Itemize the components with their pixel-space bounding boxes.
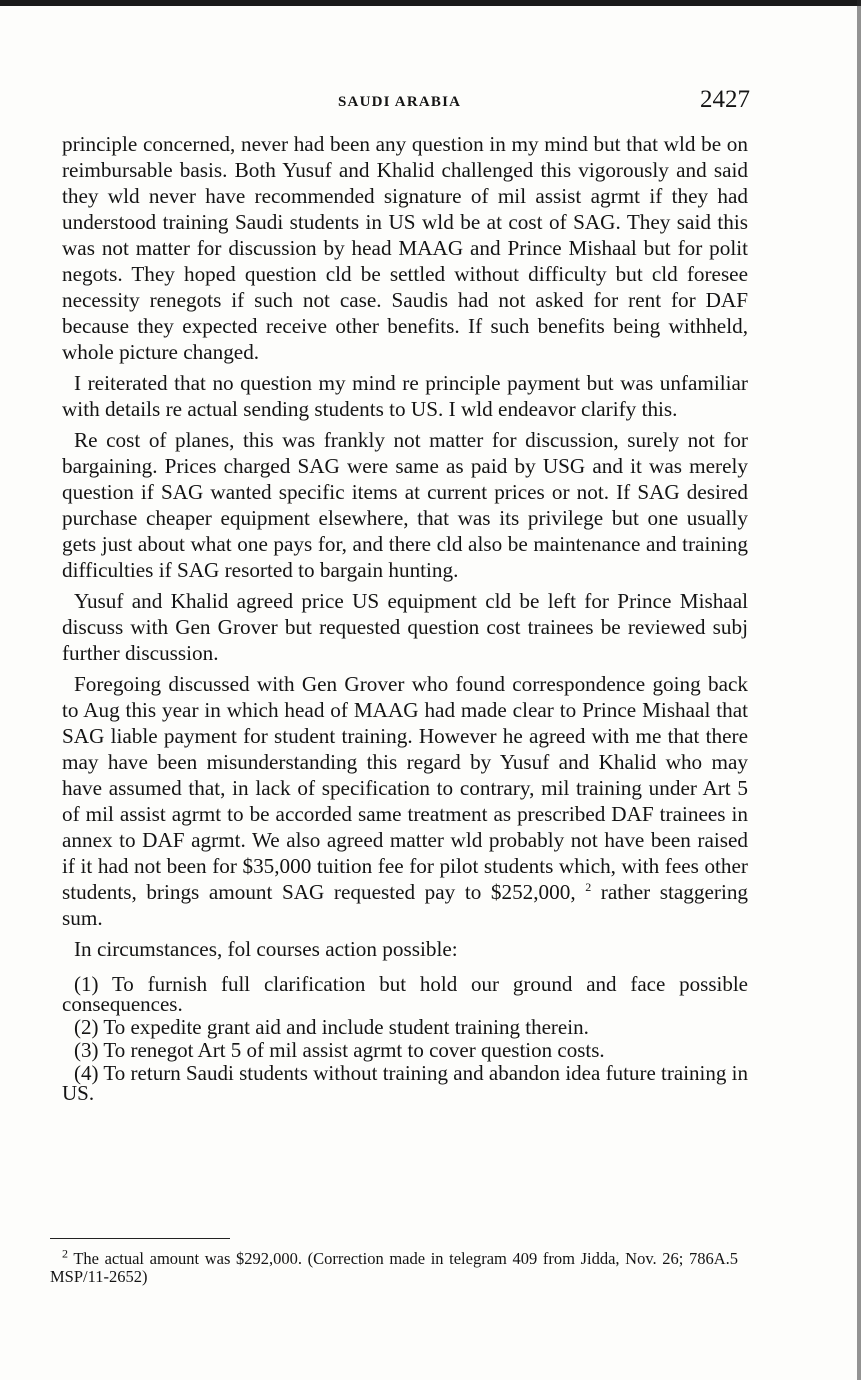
paragraph-text: Foregoing discussed with Gen Grover who found correspondence going back to Aug this year in which head of MAAG had made clear to Prince Mishaal that SAG liable payment for student training. However he agreed with me that there may have been misunderstanding this regard by Yusuf and Khalid who may have assumed that, in lack of specification to contrary, mil training under Art 5 of mil assist agrmt to be accorded same treatment as prescribed DAF trainees in annex to DAF agrmt. We also agreed matter wld probably not have been raised if it had not been for $35,000 tuition fee for pilot students which, with fees other students, brings amount SAG requested pay to $252,000, bbox=[62, 672, 748, 904]
paragraph bbox=[62, 671, 748, 931]
footnote-text: The actual amount was $292,000. (Correction made in telegram 409 from Jidda, Nov. 26; 786A.5 MSP/11-2652) bbox=[50, 1249, 738, 1286]
list-item: (2) To expedite grant aid and include student training therein. bbox=[74, 1015, 589, 1039]
page-top-edge bbox=[0, 0, 861, 6]
paragraph: Re cost of planes, this was frankly not matter for discussion, surely not for bargaining. Prices charged SAG were same as paid by USG and it was merely question if SAG wanted specific items at current prices or not. If SAG desired purchase cheaper equipment elsewhere, that was its privilege but one usually gets just about what one pays for, and there cld also be maintenance and training difficulties if SAG resorted to bargain hunting. bbox=[62, 428, 748, 582]
paragraph: principle concerned, never had been any question in my mind but that wld be on reimbursable basis. Both Yusuf and Khalid challenged this vigorously and said they wld never have recommended signature of mil assist agrmt if they had understood training Saudi students in US wld be at cost of SAG. They said this was not matter for discussion by head MAAG and Prince Mishaal but for polit negots. They hoped question cld be settled without difficulty but cld foresee necessity renegots if such not case. Saudis had not asked for rent for DAF because they expected receive other benefits. If such benefits being withheld, whole picture changed. bbox=[62, 132, 748, 364]
footnote bbox=[50, 1246, 738, 1286]
options-list bbox=[62, 974, 748, 1103]
page-body bbox=[62, 131, 748, 1106]
page-header bbox=[62, 86, 750, 120]
list-item: (4) To return Saudi students without training and abandon idea future training in US. bbox=[62, 1061, 748, 1105]
paragraph: I reiterated that no question my mind re principle payment but was unfamiliar with details re actual sending students to US. I wld endeavor clarify this. bbox=[62, 371, 748, 421]
running-head: SAUDI ARABIA bbox=[338, 94, 462, 110]
paragraph: In circumstances, fol courses action possible: bbox=[74, 937, 458, 961]
list-item: (3) To renegot Art 5 of mil assist agrmt to cover question costs. bbox=[74, 1038, 605, 1062]
footnote-marker: 2 bbox=[62, 1246, 68, 1261]
footnote-reference: 2 bbox=[585, 879, 592, 894]
footnote-divider bbox=[50, 1238, 230, 1239]
paragraph-text-continued: rather staggering sum. bbox=[62, 880, 749, 930]
list-item: (1) To furnish full clarification but hold our ground and face possible consequences. bbox=[62, 972, 748, 1016]
page-right-edge bbox=[857, 0, 861, 1380]
paragraph: Yusuf and Khalid agreed price US equipment cld be left for Prince Mishaal discuss with Gen Grover but requested question cost trainees be reviewed subj further discussion. bbox=[62, 589, 748, 665]
page-number: 2427 bbox=[700, 86, 750, 113]
